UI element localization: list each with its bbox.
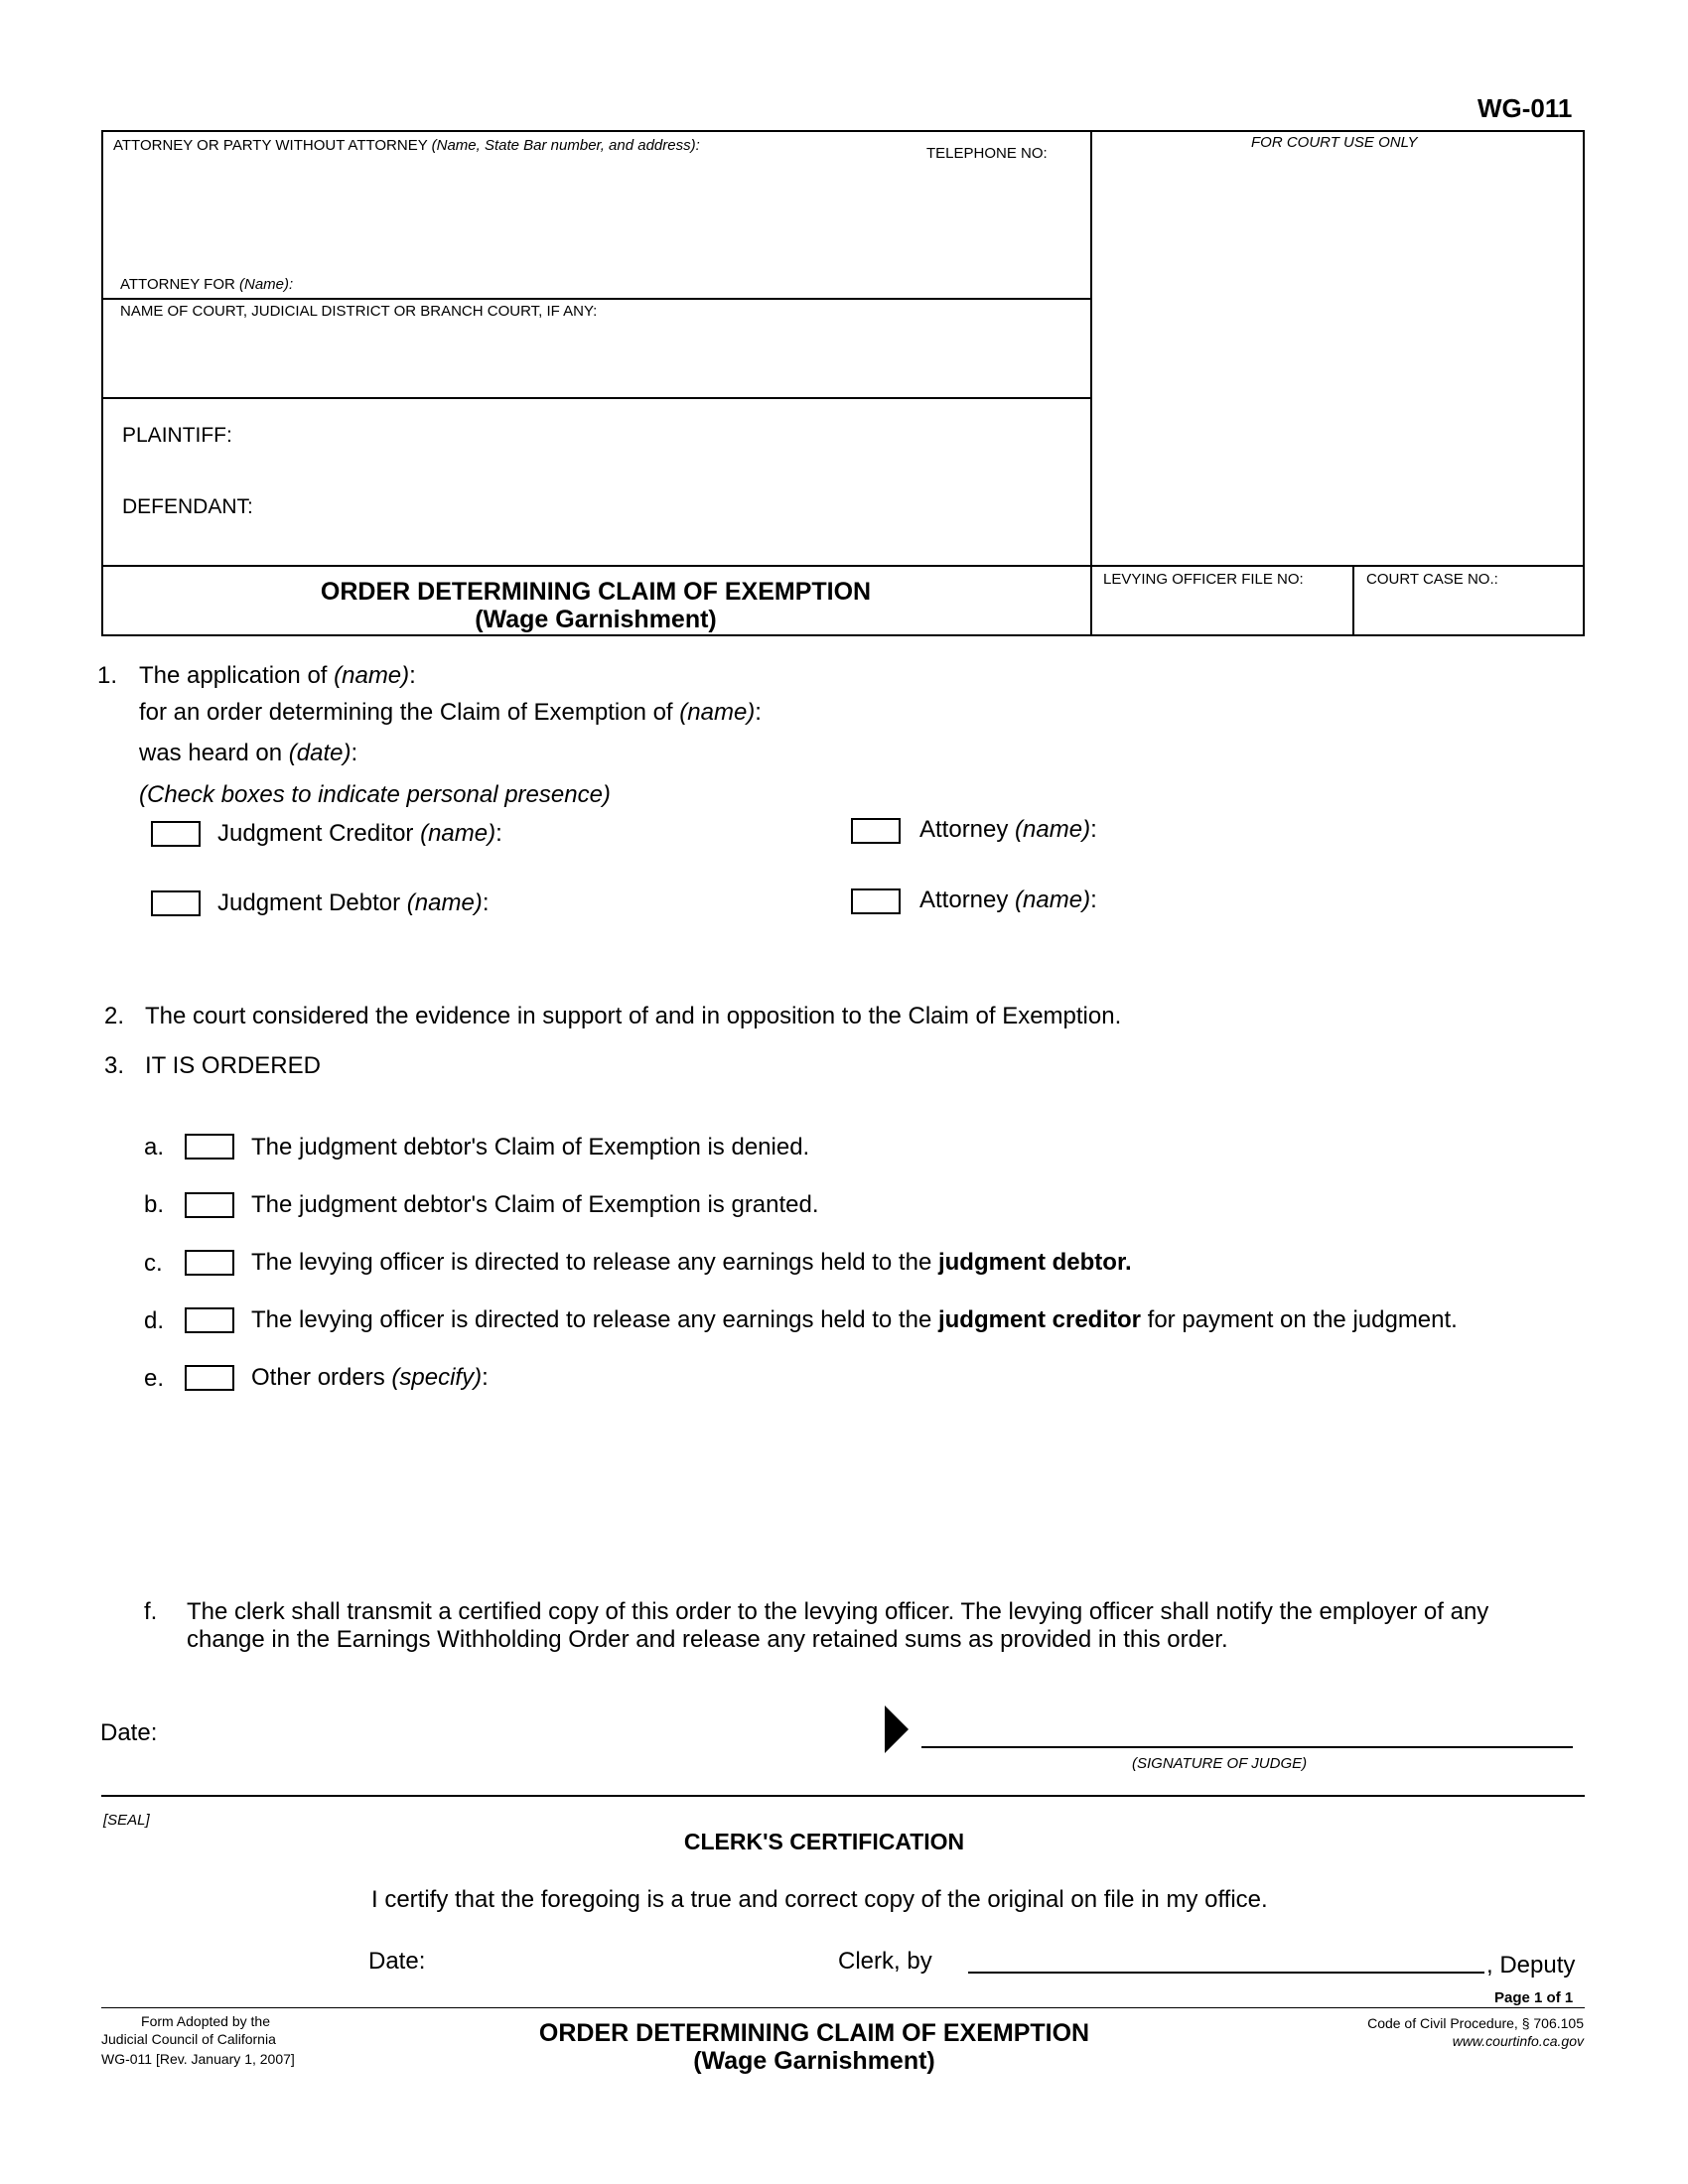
courtinfo-url[interactable]: www.courtinfo.ca.gov bbox=[1452, 2033, 1584, 2049]
clerk-section-divider bbox=[101, 1795, 1585, 1797]
item3e-text: Other orders (specify): bbox=[251, 1364, 489, 1391]
item3b-letter: b. bbox=[144, 1191, 165, 1218]
signature-arrow-icon bbox=[885, 1706, 909, 1753]
case-no-label: COURT CASE NO.: bbox=[1366, 571, 1498, 588]
judge-signature-line[interactable] bbox=[921, 1746, 1573, 1748]
form-number: WG-011 bbox=[1477, 93, 1573, 123]
item3-text: IT IS ORDERED bbox=[145, 1052, 321, 1079]
item3a-checkbox[interactable] bbox=[185, 1134, 234, 1160]
attorney1-label: Attorney (name): bbox=[919, 816, 1097, 843]
clerk-signature-line[interactable] bbox=[968, 1972, 1484, 1974]
item3f-letter: f. bbox=[144, 1598, 158, 1625]
judgment-debtor-checkbox[interactable] bbox=[151, 890, 201, 916]
caption-divider-case bbox=[1352, 565, 1354, 636]
seal-label: [SEAL] bbox=[103, 1812, 150, 1829]
item3a-text: The judgment debtor's Claim of Exemption is denied. bbox=[251, 1134, 810, 1160]
item2-number: 2. bbox=[104, 1003, 125, 1029]
telephone-label: TELEPHONE NO: bbox=[926, 145, 1048, 162]
item3d-text: The levying officer is directed to release any earnings held to the judgment creditor for payment on the judgment. bbox=[251, 1306, 1458, 1333]
defendant-label: DEFENDANT: bbox=[122, 495, 253, 518]
item3-number: 3. bbox=[104, 1052, 125, 1079]
signature-date-label: Date: bbox=[100, 1719, 158, 1746]
clerk-certification-title: CLERK'S CERTIFICATION bbox=[683, 1829, 965, 1854]
clerk-date-label: Date: bbox=[368, 1948, 426, 1975]
footer-title-line1: ORDER DETERMINING CLAIM OF EXEMPTION bbox=[538, 2019, 1090, 2047]
court-name-label: NAME OF COURT, JUDICIAL DISTRICT OR BRANCH COURT, IF ANY: bbox=[120, 303, 598, 320]
item3c-checkbox[interactable] bbox=[185, 1250, 234, 1276]
item3c-text: The levying officer is directed to release any earnings held to the judgment debtor. bbox=[251, 1249, 1132, 1276]
item3a-letter: a. bbox=[144, 1134, 165, 1160]
page-number: Page 1 of 1 bbox=[1494, 1989, 1574, 2006]
item3d-letter: d. bbox=[144, 1307, 165, 1334]
item3c-letter: c. bbox=[144, 1250, 163, 1277]
clerk-by-label: Clerk, by bbox=[838, 1948, 932, 1975]
plaintiff-label: PLAINTIFF: bbox=[122, 424, 232, 447]
form-adopted-line2: Judicial Council of California bbox=[101, 2031, 276, 2047]
item3f-line1: The clerk shall transmit a certified copy of this order to the levying officer. The levying officer shall notify the employer of any bbox=[187, 1598, 1489, 1625]
footer-title-line2: (Wage Garnishment) bbox=[693, 2047, 935, 2075]
caption-box bbox=[101, 130, 1585, 636]
item3f-line2: change in the Earnings Withholding Order and release any retained sums as provided in this order. bbox=[187, 1626, 1228, 1653]
code-civil-procedure: Code of Civil Procedure, § 706.105 bbox=[1367, 2015, 1584, 2031]
item1-application: The application of (name): bbox=[139, 662, 416, 689]
form-adopted-line3: WG-011 [Rev. January 1, 2007] bbox=[101, 2051, 295, 2067]
item3e-checkbox[interactable] bbox=[185, 1365, 234, 1391]
item1-heard: was heard on (date): bbox=[139, 740, 358, 766]
clerk-certify-text: I certify that the foregoing is a true and correct copy of the original on file in my office. bbox=[371, 1886, 1268, 1913]
attorney-for-label: ATTORNEY FOR (Name): bbox=[120, 276, 294, 293]
form-adopted-line1: Form Adopted by the bbox=[141, 2013, 270, 2029]
judgment-creditor-label: Judgment Creditor (name): bbox=[217, 820, 502, 847]
attorney2-label: Attorney (name): bbox=[919, 887, 1097, 913]
signature-of-judge-label: (SIGNATURE OF JUDGE) bbox=[1132, 1755, 1308, 1772]
levying-file-label: LEVYING OFFICER FILE NO: bbox=[1103, 571, 1304, 588]
item3d-checkbox[interactable] bbox=[185, 1307, 234, 1333]
attorney1-checkbox[interactable] bbox=[851, 818, 901, 844]
caption-title-line1: ORDER DETERMINING CLAIM OF EXEMPTION bbox=[320, 578, 872, 606]
item1-order: for an order determining the Claim of Exemption of (name): bbox=[139, 699, 762, 726]
item3b-text: The judgment debtor's Claim of Exemption is granted. bbox=[251, 1191, 819, 1218]
item1-check-instruction: (Check boxes to indicate personal presence) bbox=[139, 781, 611, 808]
caption-title-line2: (Wage Garnishment) bbox=[475, 606, 717, 633]
item1-number: 1. bbox=[97, 662, 118, 689]
deputy-label: , Deputy bbox=[1486, 1952, 1576, 1979]
caption-divider-parties bbox=[101, 397, 1090, 399]
item3e-letter: e. bbox=[144, 1365, 165, 1392]
item3b-checkbox[interactable] bbox=[185, 1192, 234, 1218]
item2-text: The court considered the evidence in support of and in opposition to the Claim of Exemption. bbox=[145, 1003, 1122, 1029]
attorney2-checkbox[interactable] bbox=[851, 888, 901, 914]
caption-vertical-divider bbox=[1090, 130, 1092, 636]
judgment-debtor-label: Judgment Debtor (name): bbox=[217, 889, 490, 916]
judgment-creditor-checkbox[interactable] bbox=[151, 821, 201, 847]
caption-divider-title bbox=[101, 565, 1585, 567]
footer-divider bbox=[101, 2007, 1585, 2008]
court-use-label: FOR COURT USE ONLY bbox=[1251, 134, 1418, 151]
caption-divider-court bbox=[101, 298, 1090, 300]
attorney-label: ATTORNEY OR PARTY WITHOUT ATTORNEY (Name, State Bar number, and address): bbox=[113, 137, 700, 154]
